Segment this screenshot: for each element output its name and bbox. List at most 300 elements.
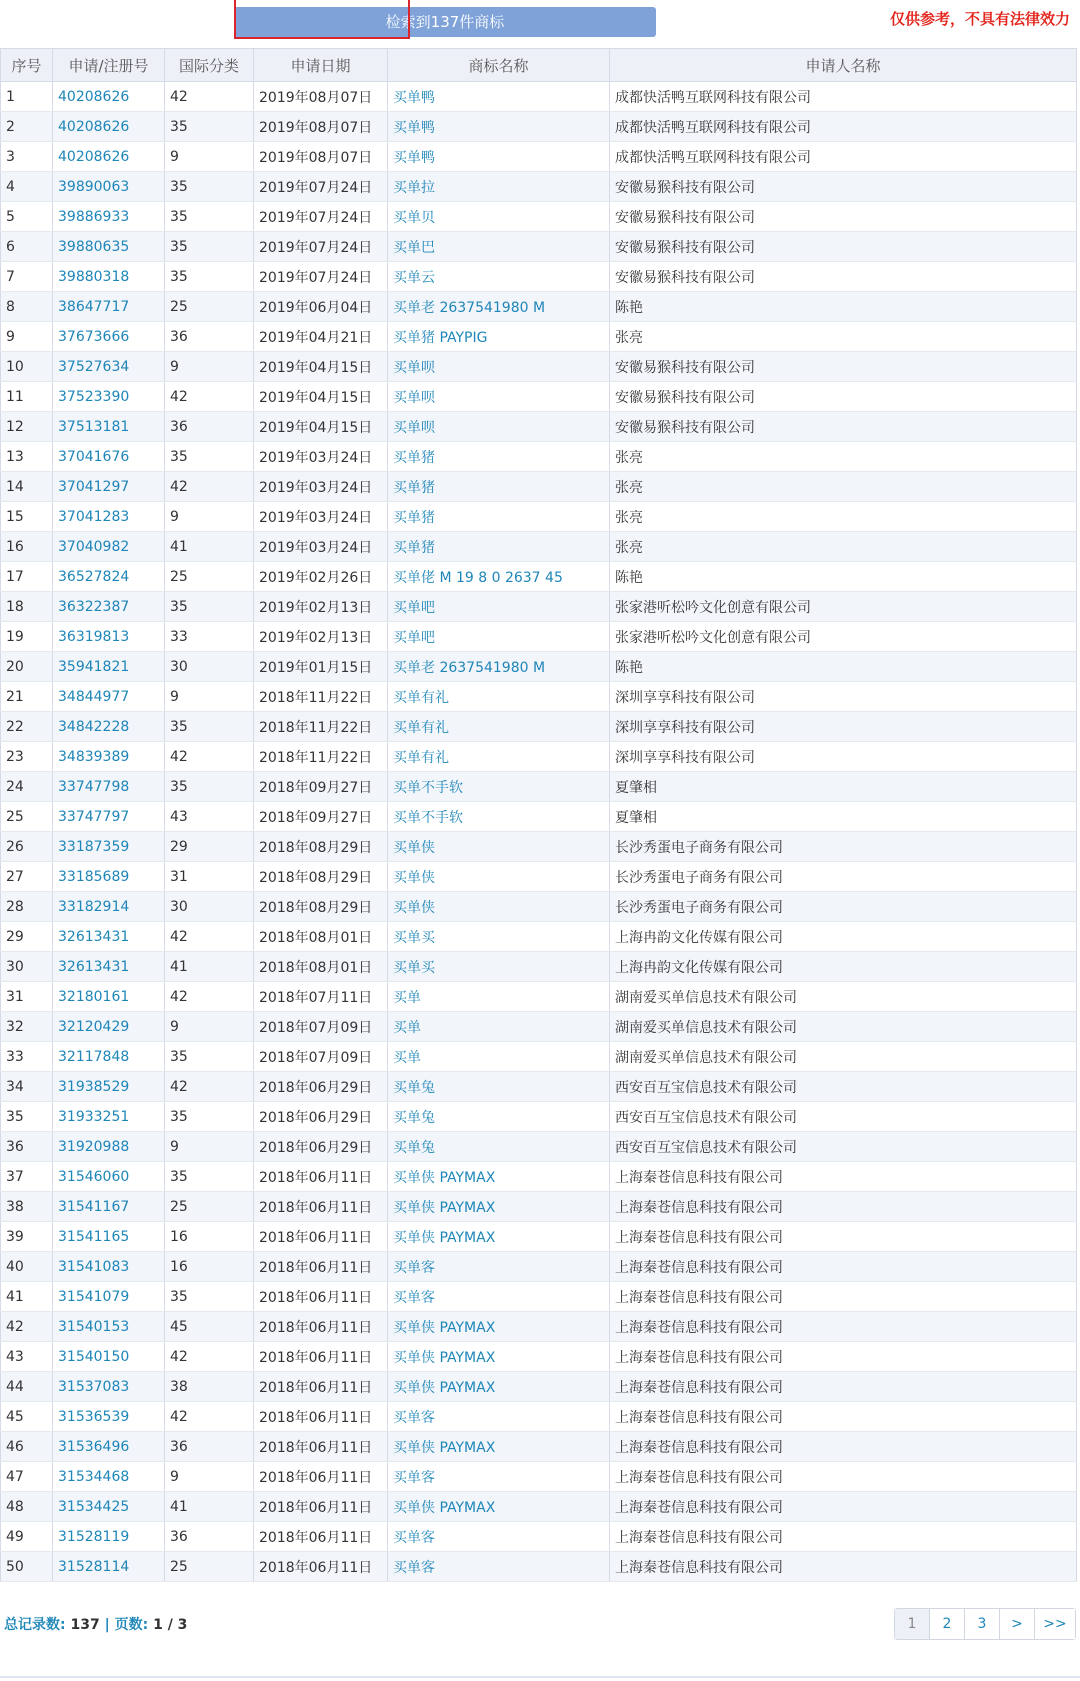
applicant-name: 安徽易猴科技有限公司 bbox=[610, 172, 1077, 202]
pages-value: 1 / 3 bbox=[153, 1617, 188, 1633]
intl-class: 38 bbox=[165, 1372, 254, 1402]
reg-number-link[interactable]: 37041283 bbox=[53, 502, 165, 532]
footer-stats bbox=[4, 1614, 187, 1634]
disclaimer-text: 仅供参考，不具有法律效力 bbox=[889, 10, 1070, 28]
table-row bbox=[1, 1102, 1077, 1132]
applicant-name: 夏肇相 bbox=[610, 802, 1077, 832]
row-index: 15 bbox=[1, 502, 53, 532]
applicant-name: 安徽易猴科技有限公司 bbox=[610, 262, 1077, 292]
reg-number-link[interactable]: 33187359 bbox=[53, 832, 165, 862]
trademark-name-link[interactable]: 买单侠 PAYMAX bbox=[388, 1312, 610, 1342]
reg-number-link[interactable]: 31534468 bbox=[53, 1462, 165, 1492]
trademark-name-link[interactable]: 买单兔 bbox=[388, 1072, 610, 1102]
row-index: 5 bbox=[1, 202, 53, 232]
app-date: 2019年03月24日 bbox=[254, 442, 388, 472]
trademark-name-link[interactable]: 买单客 bbox=[388, 1252, 610, 1282]
intl-class: 42 bbox=[165, 922, 254, 952]
reg-number-link[interactable]: 37523390 bbox=[53, 382, 165, 412]
intl-class: 35 bbox=[165, 262, 254, 292]
trademark-name-link[interactable]: 买单呗 bbox=[388, 412, 610, 442]
trademark-name-link[interactable]: 买单猪 PAYPIG bbox=[388, 322, 610, 352]
trademark-name-link[interactable]: 买单猪 bbox=[388, 472, 610, 502]
trademark-name-link[interactable]: 买单客 bbox=[388, 1402, 610, 1432]
table-row bbox=[1, 592, 1077, 622]
reg-number-link[interactable]: 31536496 bbox=[53, 1432, 165, 1462]
row-index: 34 bbox=[1, 1072, 53, 1102]
applicant-name: 湖南爱买单信息技术有限公司 bbox=[610, 1012, 1077, 1042]
app-date: 2018年08月29日 bbox=[254, 832, 388, 862]
row-index: 21 bbox=[1, 682, 53, 712]
applicant-name: 上海秦苍信息科技有限公司 bbox=[610, 1522, 1077, 1552]
reg-number-link[interactable]: 31537083 bbox=[53, 1372, 165, 1402]
reg-number-link[interactable]: 32613431 bbox=[53, 922, 165, 952]
trademark-name-link[interactable]: 买单有礼 bbox=[388, 742, 610, 772]
row-index: 10 bbox=[1, 352, 53, 382]
row-index: 42 bbox=[1, 1312, 53, 1342]
app-date: 2018年07月09日 bbox=[254, 1012, 388, 1042]
trademark-name-link[interactable]: 买单侠 PAYMAX bbox=[388, 1342, 610, 1372]
trademark-name-link[interactable]: 买单巴 bbox=[388, 232, 610, 262]
table-row bbox=[1, 1162, 1077, 1192]
table-row bbox=[1, 772, 1077, 802]
reg-number-link[interactable]: 37040982 bbox=[53, 532, 165, 562]
applicant-name: 安徽易猴科技有限公司 bbox=[610, 382, 1077, 412]
table-row bbox=[1, 1012, 1077, 1042]
table-row bbox=[1, 172, 1077, 202]
trademark-name-link[interactable]: 买单猪 bbox=[388, 502, 610, 532]
app-date: 2019年03月24日 bbox=[254, 502, 388, 532]
row-index: 16 bbox=[1, 532, 53, 562]
reg-number-link[interactable]: 31536539 bbox=[53, 1402, 165, 1432]
reg-number-link[interactable]: 31541083 bbox=[53, 1252, 165, 1282]
table-row bbox=[1, 232, 1077, 262]
reg-number-link[interactable]: 37673666 bbox=[53, 322, 165, 352]
applicant-name: 长沙秀蛋电子商务有限公司 bbox=[610, 832, 1077, 862]
intl-class: 35 bbox=[165, 202, 254, 232]
table-row bbox=[1, 862, 1077, 892]
app-date: 2018年06月11日 bbox=[254, 1192, 388, 1222]
reg-number-link[interactable]: 36527824 bbox=[53, 562, 165, 592]
table-row bbox=[1, 922, 1077, 952]
app-date: 2018年06月11日 bbox=[254, 1432, 388, 1462]
app-date: 2018年06月11日 bbox=[254, 1282, 388, 1312]
row-index: 41 bbox=[1, 1282, 53, 1312]
page-3-button[interactable]: 3 bbox=[965, 1609, 1000, 1639]
row-index: 11 bbox=[1, 382, 53, 412]
app-date: 2019年07月24日 bbox=[254, 202, 388, 232]
search-result-button[interactable]: 检索到137件商标 bbox=[234, 7, 656, 37]
applicant-name: 张亮 bbox=[610, 502, 1077, 532]
trademark-name-link[interactable]: 买单买 bbox=[388, 922, 610, 952]
reg-number-link[interactable]: 37513181 bbox=[53, 412, 165, 442]
trademark-name-link[interactable]: 买单不手软 bbox=[388, 772, 610, 802]
reg-number-link[interactable]: 37041297 bbox=[53, 472, 165, 502]
intl-class: 9 bbox=[165, 1012, 254, 1042]
row-index: 3 bbox=[1, 142, 53, 172]
intl-class: 16 bbox=[165, 1222, 254, 1252]
app-date: 2018年08月01日 bbox=[254, 922, 388, 952]
trademark-name-link[interactable]: 买单 bbox=[388, 1012, 610, 1042]
app-date: 2018年07月09日 bbox=[254, 1042, 388, 1072]
intl-class: 35 bbox=[165, 1042, 254, 1072]
trademark-name-link[interactable]: 买单不手软 bbox=[388, 802, 610, 832]
intl-class: 9 bbox=[165, 352, 254, 382]
row-index: 38 bbox=[1, 1192, 53, 1222]
row-index: 35 bbox=[1, 1102, 53, 1132]
trademark-name-link[interactable]: 买单兔 bbox=[388, 1132, 610, 1162]
applicant-name: 深圳享享科技有限公司 bbox=[610, 712, 1077, 742]
trademark-name-link[interactable]: 买单吧 bbox=[388, 622, 610, 652]
app-date: 2018年06月11日 bbox=[254, 1222, 388, 1252]
table-row bbox=[1, 262, 1077, 292]
table-header-row bbox=[1, 49, 1077, 82]
table-row bbox=[1, 292, 1077, 322]
trademark-name-link[interactable]: 买单 bbox=[388, 982, 610, 1012]
app-date: 2018年08月29日 bbox=[254, 862, 388, 892]
intl-class: 35 bbox=[165, 442, 254, 472]
reg-number-link[interactable]: 39880318 bbox=[53, 262, 165, 292]
applicant-name: 张亮 bbox=[610, 472, 1077, 502]
applicant-name: 深圳享享科技有限公司 bbox=[610, 682, 1077, 712]
reg-number-link[interactable]: 31546060 bbox=[53, 1162, 165, 1192]
row-index: 46 bbox=[1, 1432, 53, 1462]
table-row bbox=[1, 1402, 1077, 1432]
applicant-name: 上海秦苍信息科技有限公司 bbox=[610, 1432, 1077, 1462]
app-date: 2019年04月21日 bbox=[254, 322, 388, 352]
row-index: 2 bbox=[1, 112, 53, 142]
trademark-name-link[interactable]: 买单老 2637541980 M bbox=[388, 652, 610, 682]
app-date: 2018年08月29日 bbox=[254, 892, 388, 922]
row-index: 44 bbox=[1, 1372, 53, 1402]
col-applicant: 申请人名称 bbox=[610, 49, 1077, 82]
reg-number-link[interactable]: 33182914 bbox=[53, 892, 165, 922]
applicant-name: 上海秦苍信息科技有限公司 bbox=[610, 1342, 1077, 1372]
trademark-name-link[interactable]: 买单买 bbox=[388, 952, 610, 982]
pages-label: 页数: bbox=[114, 1617, 149, 1633]
row-index: 13 bbox=[1, 442, 53, 472]
app-date: 2019年07月24日 bbox=[254, 172, 388, 202]
reg-number-link[interactable]: 34839389 bbox=[53, 742, 165, 772]
intl-class: 42 bbox=[165, 82, 254, 112]
app-date: 2019年08月07日 bbox=[254, 112, 388, 142]
intl-class: 42 bbox=[165, 742, 254, 772]
intl-class: 33 bbox=[165, 622, 254, 652]
row-index: 12 bbox=[1, 412, 53, 442]
row-index: 18 bbox=[1, 592, 53, 622]
applicant-name: 上海秦苍信息科技有限公司 bbox=[610, 1162, 1077, 1192]
intl-class: 42 bbox=[165, 1342, 254, 1372]
intl-class: 35 bbox=[165, 772, 254, 802]
trademark-name-link[interactable]: 买单贝 bbox=[388, 202, 610, 232]
table-row bbox=[1, 472, 1077, 502]
trademark-name-link[interactable]: 买单拉 bbox=[388, 172, 610, 202]
applicant-name: 上海秦苍信息科技有限公司 bbox=[610, 1402, 1077, 1432]
app-date: 2019年01月15日 bbox=[254, 652, 388, 682]
trademark-name-link[interactable]: 买单 bbox=[388, 1042, 610, 1072]
table-body bbox=[1, 82, 1077, 1582]
app-date: 2019年08月07日 bbox=[254, 82, 388, 112]
trademark-name-link[interactable]: 买单侠 PAYMAX bbox=[388, 1222, 610, 1252]
applicant-name: 安徽易猴科技有限公司 bbox=[610, 412, 1077, 442]
red-highlight-box bbox=[234, 0, 410, 39]
applicant-name: 湖南爱买单信息技术有限公司 bbox=[610, 1042, 1077, 1072]
trademark-name-link[interactable]: 买单侠 bbox=[388, 862, 610, 892]
row-index: 28 bbox=[1, 892, 53, 922]
intl-class: 31 bbox=[165, 862, 254, 892]
table-row bbox=[1, 142, 1077, 172]
reg-number-link[interactable]: 36319813 bbox=[53, 622, 165, 652]
trademark-name-link[interactable]: 买单侠 PAYMAX bbox=[388, 1372, 610, 1402]
reg-number-link[interactable]: 33185689 bbox=[53, 862, 165, 892]
intl-class: 30 bbox=[165, 652, 254, 682]
app-date: 2018年06月11日 bbox=[254, 1402, 388, 1432]
reg-number-link[interactable]: 31920988 bbox=[53, 1132, 165, 1162]
app-date: 2019年02月13日 bbox=[254, 622, 388, 652]
reg-number-link[interactable]: 34844977 bbox=[53, 682, 165, 712]
reg-number-link[interactable]: 31938529 bbox=[53, 1072, 165, 1102]
applicant-name: 陈艳 bbox=[610, 652, 1077, 682]
intl-class: 30 bbox=[165, 892, 254, 922]
trademark-name-link[interactable]: 买单侠 bbox=[388, 832, 610, 862]
reg-number-link[interactable]: 38647717 bbox=[53, 292, 165, 322]
trademark-name-link[interactable]: 买单有礼 bbox=[388, 682, 610, 712]
app-date: 2019年03月24日 bbox=[254, 472, 388, 502]
trademark-name-link[interactable]: 买单呗 bbox=[388, 382, 610, 412]
intl-class: 35 bbox=[165, 592, 254, 622]
table-row bbox=[1, 742, 1077, 772]
table-row bbox=[1, 682, 1077, 712]
table-row bbox=[1, 1432, 1077, 1462]
trademark-name-link[interactable]: 买单客 bbox=[388, 1522, 610, 1552]
table-row bbox=[1, 982, 1077, 1012]
trademark-name-link[interactable]: 买单鸭 bbox=[388, 142, 610, 172]
table-row bbox=[1, 82, 1077, 112]
table-row bbox=[1, 1132, 1077, 1162]
table-row bbox=[1, 1072, 1077, 1102]
row-index: 31 bbox=[1, 982, 53, 1012]
app-date: 2018年06月29日 bbox=[254, 1132, 388, 1162]
app-date: 2019年04月15日 bbox=[254, 382, 388, 412]
row-index: 4 bbox=[1, 172, 53, 202]
trademark-name-link[interactable]: 买单鸭 bbox=[388, 82, 610, 112]
applicant-name: 张家港听松吟文化创意有限公司 bbox=[610, 622, 1077, 652]
app-date: 2018年06月11日 bbox=[254, 1162, 388, 1192]
trademark-name-link[interactable]: 买单云 bbox=[388, 262, 610, 292]
reg-number-link[interactable]: 40208626 bbox=[53, 142, 165, 172]
row-index: 49 bbox=[1, 1522, 53, 1552]
table-row bbox=[1, 1282, 1077, 1312]
applicant-name: 上海秦苍信息科技有限公司 bbox=[610, 1372, 1077, 1402]
table-row bbox=[1, 382, 1077, 412]
reg-number-link[interactable]: 39880635 bbox=[53, 232, 165, 262]
applicant-name: 上海冉韵文化传媒有限公司 bbox=[610, 952, 1077, 982]
reg-number-link[interactable]: 40208626 bbox=[53, 82, 165, 112]
applicant-name: 湖南爱买单信息技术有限公司 bbox=[610, 982, 1077, 1012]
reg-number-link[interactable]: 32613431 bbox=[53, 952, 165, 982]
row-index: 40 bbox=[1, 1252, 53, 1282]
row-index: 26 bbox=[1, 832, 53, 862]
trademark-name-link[interactable]: 买单猪 bbox=[388, 532, 610, 562]
reg-number-link[interactable]: 32117848 bbox=[53, 1042, 165, 1072]
row-index: 25 bbox=[1, 802, 53, 832]
row-index: 39 bbox=[1, 1222, 53, 1252]
app-date: 2018年11月22日 bbox=[254, 682, 388, 712]
table-row bbox=[1, 1342, 1077, 1372]
app-date: 2018年11月22日 bbox=[254, 742, 388, 772]
reg-number-link[interactable]: 33747798 bbox=[53, 772, 165, 802]
applicant-name: 西安百互宝信息技术有限公司 bbox=[610, 1132, 1077, 1162]
intl-class: 35 bbox=[165, 1282, 254, 1312]
intl-class: 36 bbox=[165, 1522, 254, 1552]
app-date: 2019年08月07日 bbox=[254, 142, 388, 172]
app-date: 2019年02月13日 bbox=[254, 592, 388, 622]
table-row bbox=[1, 652, 1077, 682]
table-row bbox=[1, 442, 1077, 472]
row-index: 27 bbox=[1, 862, 53, 892]
trademark-name-link[interactable]: 买单侠 PAYMAX bbox=[388, 1192, 610, 1222]
app-date: 2019年07月24日 bbox=[254, 262, 388, 292]
row-index: 22 bbox=[1, 712, 53, 742]
table-row bbox=[1, 1522, 1077, 1552]
trademark-name-link[interactable]: 买单吧 bbox=[388, 592, 610, 622]
table-row bbox=[1, 892, 1077, 922]
applicant-name: 上海秦苍信息科技有限公司 bbox=[610, 1192, 1077, 1222]
trademark-name-link[interactable]: 买单侠 PAYMAX bbox=[388, 1432, 610, 1462]
trademark-name-link[interactable]: 买单侠 bbox=[388, 892, 610, 922]
trademark-name-link[interactable]: 买单侠 PAYMAX bbox=[388, 1162, 610, 1192]
intl-class: 9 bbox=[165, 502, 254, 532]
applicant-name: 成都快活鸭互联网科技有限公司 bbox=[610, 82, 1077, 112]
app-date: 2018年06月11日 bbox=[254, 1552, 388, 1582]
intl-class: 42 bbox=[165, 472, 254, 502]
trademark-name-link[interactable]: 买单客 bbox=[388, 1462, 610, 1492]
app-date: 2018年09月27日 bbox=[254, 802, 388, 832]
row-index: 7 bbox=[1, 262, 53, 292]
page-1-button[interactable]: 1 bbox=[895, 1609, 930, 1639]
table-row bbox=[1, 1222, 1077, 1252]
row-index: 36 bbox=[1, 1132, 53, 1162]
intl-class: 9 bbox=[165, 1462, 254, 1492]
trademark-name-link[interactable]: 买单侠 PAYMAX bbox=[388, 1492, 610, 1522]
reg-number-link[interactable]: 33747797 bbox=[53, 802, 165, 832]
reg-number-link[interactable]: 37041676 bbox=[53, 442, 165, 472]
reg-number-link[interactable]: 32120429 bbox=[53, 1012, 165, 1042]
intl-class: 42 bbox=[165, 1402, 254, 1432]
table-row bbox=[1, 832, 1077, 862]
intl-class: 35 bbox=[165, 1102, 254, 1132]
intl-class: 25 bbox=[165, 1552, 254, 1582]
trademark-name-link[interactable]: 买单呗 bbox=[388, 352, 610, 382]
col-app-date: 申请日期 bbox=[254, 49, 388, 82]
total-label: 总记录数: bbox=[4, 1617, 66, 1633]
applicant-name: 深圳享享科技有限公司 bbox=[610, 742, 1077, 772]
next-page-button[interactable]: > bbox=[1000, 1609, 1035, 1639]
page-2-button[interactable]: 2 bbox=[930, 1609, 965, 1639]
intl-class: 9 bbox=[165, 142, 254, 172]
trademark-name-link[interactable]: 买单客 bbox=[388, 1552, 610, 1582]
row-index: 32 bbox=[1, 1012, 53, 1042]
reg-number-link[interactable]: 31933251 bbox=[53, 1102, 165, 1132]
table-row bbox=[1, 1252, 1077, 1282]
trademark-name-link[interactable]: 买单客 bbox=[388, 1282, 610, 1312]
reg-number-link[interactable]: 40208626 bbox=[53, 112, 165, 142]
reg-number-link[interactable]: 35941821 bbox=[53, 652, 165, 682]
row-index: 19 bbox=[1, 622, 53, 652]
applicant-name: 西安百互宝信息技术有限公司 bbox=[610, 1072, 1077, 1102]
reg-number-link[interactable]: 34842228 bbox=[53, 712, 165, 742]
intl-class: 25 bbox=[165, 562, 254, 592]
table-row bbox=[1, 562, 1077, 592]
reg-number-link[interactable]: 31540150 bbox=[53, 1342, 165, 1372]
trademark-name-link[interactable]: 买单佬 M 19 8 0 2637 45 bbox=[388, 562, 610, 592]
trademark-name-link[interactable]: 买单老 2637541980 M bbox=[388, 292, 610, 322]
reg-number-link[interactable]: 31541079 bbox=[53, 1282, 165, 1312]
app-date: 2018年07月11日 bbox=[254, 982, 388, 1012]
reg-number-link[interactable]: 31541165 bbox=[53, 1222, 165, 1252]
app-date: 2018年11月22日 bbox=[254, 712, 388, 742]
table-row bbox=[1, 352, 1077, 382]
results-table bbox=[0, 48, 1077, 1582]
table-row bbox=[1, 532, 1077, 562]
reg-number-link[interactable]: 37527634 bbox=[53, 352, 165, 382]
app-date: 2019年02月26日 bbox=[254, 562, 388, 592]
applicant-name: 陈艳 bbox=[610, 562, 1077, 592]
app-date: 2019年04月15日 bbox=[254, 352, 388, 382]
intl-class: 42 bbox=[165, 1072, 254, 1102]
reg-number-link[interactable]: 39890063 bbox=[53, 172, 165, 202]
total-value: 137 bbox=[70, 1617, 100, 1633]
table-row bbox=[1, 202, 1077, 232]
reg-number-link[interactable]: 39886933 bbox=[53, 202, 165, 232]
row-index: 47 bbox=[1, 1462, 53, 1492]
reg-number-link[interactable]: 32180161 bbox=[53, 982, 165, 1012]
table-row bbox=[1, 1372, 1077, 1402]
trademark-name-link[interactable]: 买单有礼 bbox=[388, 712, 610, 742]
intl-class: 9 bbox=[165, 682, 254, 712]
app-date: 2018年06月11日 bbox=[254, 1462, 388, 1492]
app-date: 2018年08月01日 bbox=[254, 952, 388, 982]
last-page-button[interactable]: >> bbox=[1035, 1609, 1075, 1639]
table-row bbox=[1, 1492, 1077, 1522]
intl-class: 41 bbox=[165, 952, 254, 982]
col-reg-number: 申请/注册号 bbox=[53, 49, 165, 82]
reg-number-link[interactable]: 31534425 bbox=[53, 1492, 165, 1522]
intl-class: 42 bbox=[165, 982, 254, 1012]
applicant-name: 安徽易猴科技有限公司 bbox=[610, 232, 1077, 262]
reg-number-link[interactable]: 31541167 bbox=[53, 1192, 165, 1222]
reg-number-link[interactable]: 31528119 bbox=[53, 1522, 165, 1552]
intl-class: 35 bbox=[165, 712, 254, 742]
applicant-name: 上海冉韵文化传媒有限公司 bbox=[610, 922, 1077, 952]
footer-separator: | bbox=[104, 1617, 110, 1633]
trademark-name-link[interactable]: 买单兔 bbox=[388, 1102, 610, 1132]
row-index: 14 bbox=[1, 472, 53, 502]
intl-class: 35 bbox=[165, 1162, 254, 1192]
col-index: 序号 bbox=[1, 49, 53, 82]
applicant-name: 张亮 bbox=[610, 442, 1077, 472]
reg-number-link[interactable]: 31540153 bbox=[53, 1312, 165, 1342]
intl-class: 36 bbox=[165, 412, 254, 442]
trademark-name-link[interactable]: 买单猪 bbox=[388, 442, 610, 472]
trademark-name-link[interactable]: 买单鸭 bbox=[388, 112, 610, 142]
app-date: 2018年06月11日 bbox=[254, 1252, 388, 1282]
row-index: 29 bbox=[1, 922, 53, 952]
reg-number-link[interactable]: 36322387 bbox=[53, 592, 165, 622]
applicant-name: 上海秦苍信息科技有限公司 bbox=[610, 1282, 1077, 1312]
reg-number-link[interactable]: 31528114 bbox=[53, 1552, 165, 1582]
intl-class: 16 bbox=[165, 1252, 254, 1282]
applicant-name: 夏肇相 bbox=[610, 772, 1077, 802]
